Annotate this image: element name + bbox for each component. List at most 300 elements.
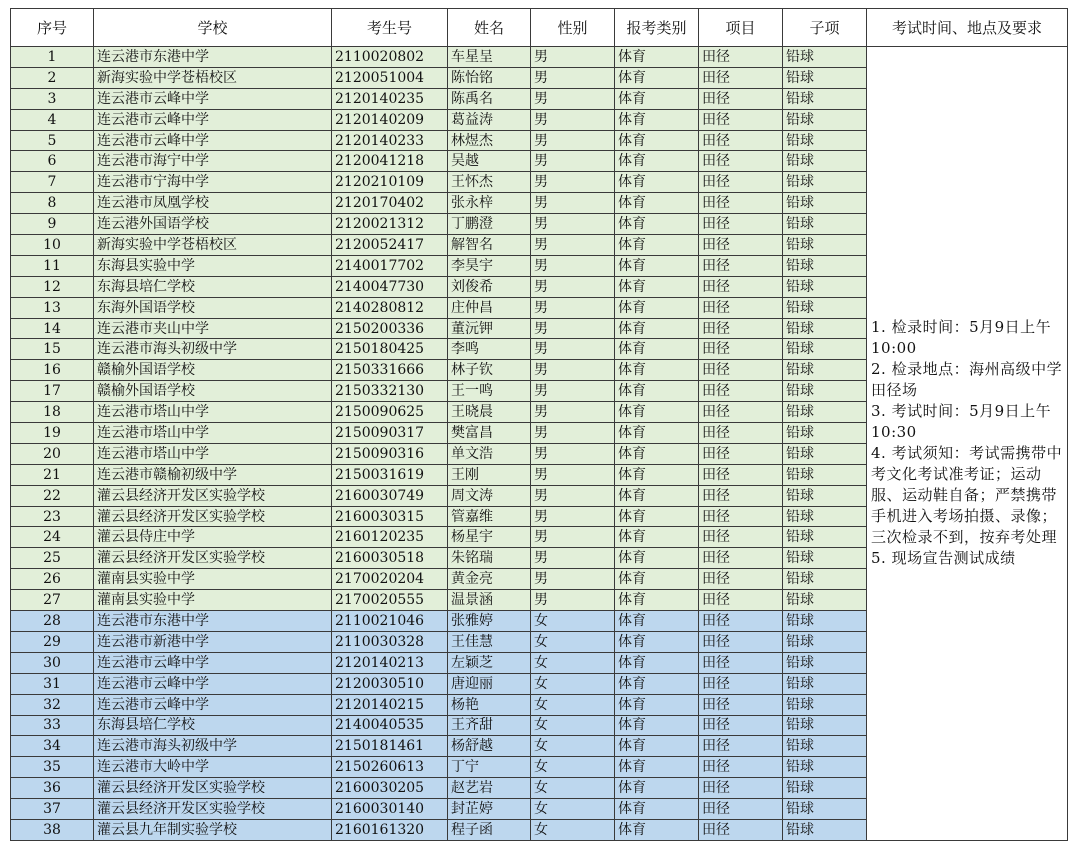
cell-subitem: 铅球 [783,778,867,799]
cell-name: 刘俊希 [448,276,531,297]
cell-exam-id: 2140280812 [332,297,448,318]
cell-item: 田径 [699,255,783,276]
cell-gender: 男 [531,548,615,569]
cell-item: 田径 [699,130,783,151]
cell-seq: 23 [11,506,94,527]
cell-seq: 34 [11,736,94,757]
cell-category: 体育 [615,151,699,172]
cell-gender: 女 [531,652,615,673]
cell-exam-id: 2160120235 [332,527,448,548]
cell-category: 体育 [615,548,699,569]
cell-exam-id: 2150260613 [332,757,448,778]
cell-exam-id: 2120052417 [332,235,448,256]
cell-gender: 女 [531,673,615,694]
cell-exam-id: 2120021312 [332,214,448,235]
cell-category: 体育 [615,715,699,736]
cell-name: 程子函 [448,819,531,840]
cell-item: 田径 [699,799,783,820]
header-exam-id: 考生号 [332,9,448,47]
cell-school: 连云港市海头初级中学 [94,339,332,360]
cell-name: 管嘉维 [448,506,531,527]
cell-item: 田径 [699,88,783,109]
cell-seq: 33 [11,715,94,736]
cell-gender: 女 [531,611,615,632]
cell-subitem: 铅球 [783,193,867,214]
cell-name: 左颖芝 [448,652,531,673]
cell-exam-id: 2110030328 [332,631,448,652]
cell-exam-id: 2150331666 [332,360,448,381]
cell-item: 田径 [699,590,783,611]
cell-gender: 男 [531,109,615,130]
cell-category: 体育 [615,423,699,444]
cell-name: 董沅钾 [448,318,531,339]
exam-roster-table [10,8,1068,841]
cell-item: 田径 [699,715,783,736]
cell-category: 体育 [615,757,699,778]
cell-category: 体育 [615,799,699,820]
cell-seq: 35 [11,757,94,778]
cell-school: 东海县培仁学校 [94,715,332,736]
cell-name: 李鸣 [448,339,531,360]
cell-category: 体育 [615,276,699,297]
cell-seq: 1 [11,47,94,68]
cell-school: 连云港市塔山中学 [94,423,332,444]
cell-subitem: 铅球 [783,611,867,632]
cell-category: 体育 [615,402,699,423]
exam-note-line: 4. 考试须知：考试需携带中考文化考试准考证；运动服、运动鞋自备；严禁携带手机进入考场拍摄、录像；三次检录不到，按弃考处理 [871,444,1063,547]
cell-seq: 20 [11,443,94,464]
cell-subitem: 铅球 [783,548,867,569]
cell-subitem: 铅球 [783,715,867,736]
cell-name: 周文涛 [448,485,531,506]
cell-name: 王一鸣 [448,381,531,402]
header-row [11,9,1068,47]
cell-name: 温景涵 [448,590,531,611]
cell-category: 体育 [615,172,699,193]
cell-school: 东海县培仁学校 [94,276,332,297]
cell-gender: 男 [531,297,615,318]
cell-item: 田径 [699,235,783,256]
cell-item: 田径 [699,757,783,778]
cell-exam-id: 2140047730 [332,276,448,297]
cell-subitem: 铅球 [783,485,867,506]
cell-school: 灌云县经济开发区实验学校 [94,548,332,569]
cell-name: 王晓晨 [448,402,531,423]
cell-seq: 32 [11,694,94,715]
cell-seq: 10 [11,235,94,256]
cell-gender: 女 [531,778,615,799]
cell-school: 连云港市新港中学 [94,631,332,652]
cell-category: 体育 [615,339,699,360]
cell-subitem: 铅球 [783,757,867,778]
cell-gender: 女 [531,819,615,840]
cell-school: 灌云县经济开发区实验学校 [94,506,332,527]
cell-name: 林煜杰 [448,130,531,151]
cell-category: 体育 [615,464,699,485]
cell-subitem: 铅球 [783,67,867,88]
cell-seq: 19 [11,423,94,444]
cell-category: 体育 [615,193,699,214]
cell-seq: 13 [11,297,94,318]
cell-name: 封芷婷 [448,799,531,820]
cell-school: 连云港市海宁中学 [94,151,332,172]
cell-name: 杨舒越 [448,736,531,757]
cell-seq: 12 [11,276,94,297]
cell-exam-id: 2150181461 [332,736,448,757]
cell-gender: 男 [531,276,615,297]
cell-category: 体育 [615,652,699,673]
cell-seq: 27 [11,590,94,611]
cell-item: 田径 [699,652,783,673]
cell-subitem: 铅球 [783,819,867,840]
cell-category: 体育 [615,506,699,527]
cell-item: 田径 [699,548,783,569]
cell-subitem: 铅球 [783,255,867,276]
cell-school: 连云港市凤凰学校 [94,193,332,214]
cell-subitem: 铅球 [783,527,867,548]
exam-notes [871,317,1063,569]
cell-category: 体育 [615,214,699,235]
cell-subitem: 铅球 [783,694,867,715]
cell-subitem: 铅球 [783,736,867,757]
cell-gender: 女 [531,694,615,715]
cell-school: 灌云县经济开发区实验学校 [94,778,332,799]
cell-subitem: 铅球 [783,631,867,652]
cell-subitem: 铅球 [783,569,867,590]
header-category: 报考类别 [615,9,699,47]
cell-item: 田径 [699,318,783,339]
cell-name: 葛益涛 [448,109,531,130]
cell-item: 田径 [699,67,783,88]
cell-item: 田径 [699,673,783,694]
cell-seq: 11 [11,255,94,276]
cell-gender: 男 [531,506,615,527]
cell-subitem: 铅球 [783,297,867,318]
cell-gender: 女 [531,715,615,736]
exam-note-line: 1. 检录时间：5月9日上午10:00 [871,318,1052,358]
cell-subitem: 铅球 [783,214,867,235]
cell-subitem: 铅球 [783,130,867,151]
cell-item: 田径 [699,485,783,506]
cell-school: 连云港市夹山中学 [94,318,332,339]
cell-gender: 男 [531,485,615,506]
cell-category: 体育 [615,694,699,715]
cell-school: 连云港市云峰中学 [94,88,332,109]
exam-notes-cell [867,47,1068,841]
cell-seq: 36 [11,778,94,799]
cell-gender: 男 [531,67,615,88]
cell-exam-id: 2160030315 [332,506,448,527]
cell-school: 连云港市云峰中学 [94,652,332,673]
cell-exam-id: 2120140213 [332,652,448,673]
cell-item: 田径 [699,506,783,527]
cell-category: 体育 [615,360,699,381]
cell-item: 田径 [699,47,783,68]
header-school: 学校 [94,9,332,47]
cell-gender: 男 [531,235,615,256]
exam-note-line: 3. 考试时间：5月9日上午10:30 [871,402,1052,442]
cell-gender: 男 [531,423,615,444]
exam-note-line: 5. 现场宣告测试成绩 [871,549,1016,568]
cell-exam-id: 2160161320 [332,819,448,840]
cell-name: 王佳慧 [448,631,531,652]
cell-item: 田径 [699,443,783,464]
cell-gender: 男 [531,318,615,339]
cell-exam-id: 2160030140 [332,799,448,820]
cell-item: 田径 [699,402,783,423]
cell-seq: 22 [11,485,94,506]
cell-gender: 男 [531,464,615,485]
cell-school: 赣榆外国语学校 [94,360,332,381]
cell-school: 连云港外国语学校 [94,214,332,235]
cell-subitem: 铅球 [783,652,867,673]
cell-school: 灌云县经济开发区实验学校 [94,799,332,820]
cell-gender: 女 [531,799,615,820]
cell-subitem: 铅球 [783,402,867,423]
cell-name: 丁宁 [448,757,531,778]
cell-subitem: 铅球 [783,47,867,68]
header-subitem: 子项 [783,9,867,47]
cell-category: 体育 [615,297,699,318]
cell-school: 连云港市东港中学 [94,47,332,68]
cell-category: 体育 [615,443,699,464]
cell-name: 车星呈 [448,47,531,68]
exam-note-line: 2. 检录地点：海州高级中学田径场 [871,360,1063,400]
cell-item: 田径 [699,778,783,799]
cell-seq: 25 [11,548,94,569]
cell-gender: 男 [531,47,615,68]
cell-item: 田径 [699,423,783,444]
cell-category: 体育 [615,381,699,402]
cell-seq: 6 [11,151,94,172]
cell-name: 唐迎丽 [448,673,531,694]
cell-name: 王怀杰 [448,172,531,193]
cell-exam-id: 2150090317 [332,423,448,444]
cell-category: 体育 [615,590,699,611]
cell-school: 连云港市云峰中学 [94,694,332,715]
cell-gender: 女 [531,631,615,652]
cell-exam-id: 2150090316 [332,443,448,464]
cell-gender: 男 [531,402,615,423]
cell-exam-id: 2170020555 [332,590,448,611]
cell-item: 田径 [699,381,783,402]
cell-gender: 女 [531,736,615,757]
cell-seq: 26 [11,569,94,590]
cell-category: 体育 [615,88,699,109]
cell-gender: 男 [531,381,615,402]
cell-school: 灌南县实验中学 [94,590,332,611]
cell-gender: 男 [531,443,615,464]
cell-school: 连云港市云峰中学 [94,673,332,694]
cell-category: 体育 [615,569,699,590]
cell-subitem: 铅球 [783,464,867,485]
cell-seq: 21 [11,464,94,485]
cell-exam-id: 2140017702 [332,255,448,276]
cell-name: 樊富昌 [448,423,531,444]
cell-gender: 男 [531,339,615,360]
cell-category: 体育 [615,109,699,130]
cell-item: 田径 [699,694,783,715]
cell-subitem: 铅球 [783,88,867,109]
cell-name: 王刚 [448,464,531,485]
cell-school: 赣榆外国语学校 [94,381,332,402]
cell-school: 连云港市云峰中学 [94,130,332,151]
cell-item: 田径 [699,214,783,235]
cell-school: 连云港市塔山中学 [94,402,332,423]
cell-name: 陈怡铭 [448,67,531,88]
cell-category: 体育 [615,47,699,68]
cell-exam-id: 2150090625 [332,402,448,423]
cell-seq: 15 [11,339,94,360]
cell-name: 丁鹏澄 [448,214,531,235]
cell-exam-id: 2120140233 [332,130,448,151]
cell-seq: 14 [11,318,94,339]
cell-seq: 31 [11,673,94,694]
cell-school: 新海实验中学苍梧校区 [94,235,332,256]
cell-item: 田径 [699,819,783,840]
cell-category: 体育 [615,611,699,632]
cell-subitem: 铅球 [783,381,867,402]
cell-category: 体育 [615,485,699,506]
cell-school: 连云港市东港中学 [94,611,332,632]
cell-subitem: 铅球 [783,443,867,464]
cell-subitem: 铅球 [783,360,867,381]
cell-exam-id: 2120051004 [332,67,448,88]
cell-category: 体育 [615,778,699,799]
cell-category: 体育 [615,819,699,840]
cell-school: 连云港市云峰中学 [94,109,332,130]
cell-exam-id: 2150332130 [332,381,448,402]
cell-exam-id: 2120041218 [332,151,448,172]
cell-subitem: 铅球 [783,235,867,256]
cell-subitem: 铅球 [783,799,867,820]
cell-name: 解智名 [448,235,531,256]
cell-subitem: 铅球 [783,151,867,172]
cell-exam-id: 2160030205 [332,778,448,799]
cell-exam-id: 2170020204 [332,569,448,590]
cell-name: 杨星宇 [448,527,531,548]
cell-exam-id: 2160030749 [332,485,448,506]
cell-exam-id: 2120030510 [332,673,448,694]
cell-school: 连云港市大岭中学 [94,757,332,778]
cell-gender: 男 [531,360,615,381]
cell-subitem: 铅球 [783,318,867,339]
cell-seq: 7 [11,172,94,193]
cell-item: 田径 [699,631,783,652]
cell-subitem: 铅球 [783,673,867,694]
cell-exam-id: 2120170402 [332,193,448,214]
cell-exam-id: 2120140209 [332,109,448,130]
cell-subitem: 铅球 [783,172,867,193]
header-gender: 性别 [531,9,615,47]
cell-seq: 28 [11,611,94,632]
cell-category: 体育 [615,527,699,548]
cell-category: 体育 [615,130,699,151]
cell-gender: 男 [531,569,615,590]
cell-name: 庄仲昌 [448,297,531,318]
cell-exam-id: 2160030518 [332,548,448,569]
cell-seq: 17 [11,381,94,402]
cell-item: 田径 [699,297,783,318]
cell-seq: 16 [11,360,94,381]
cell-school: 连云港市塔山中学 [94,443,332,464]
cell-name: 李昊宇 [448,255,531,276]
cell-name: 朱铭瑞 [448,548,531,569]
cell-seq: 29 [11,631,94,652]
cell-subitem: 铅球 [783,109,867,130]
cell-seq: 4 [11,109,94,130]
cell-gender: 男 [531,527,615,548]
cell-subitem: 铅球 [783,339,867,360]
cell-exam-id: 2140040535 [332,715,448,736]
cell-item: 田径 [699,151,783,172]
cell-school: 灌南县实验中学 [94,569,332,590]
cell-subitem: 铅球 [783,590,867,611]
cell-item: 田径 [699,276,783,297]
cell-seq: 9 [11,214,94,235]
cell-school: 连云港市宁海中学 [94,172,332,193]
cell-exam-id: 2110020802 [332,47,448,68]
cell-name: 王齐甜 [448,715,531,736]
cell-gender: 男 [531,151,615,172]
cell-exam-id: 2120210109 [332,172,448,193]
cell-seq: 5 [11,130,94,151]
cell-item: 田径 [699,569,783,590]
table-body [11,47,1068,841]
cell-seq: 18 [11,402,94,423]
cell-exam-id: 2120140215 [332,694,448,715]
cell-name: 陈禹名 [448,88,531,109]
cell-item: 田径 [699,464,783,485]
cell-item: 田径 [699,736,783,757]
cell-gender: 男 [531,214,615,235]
table-row [11,47,1068,68]
cell-name: 林子钦 [448,360,531,381]
cell-seq: 37 [11,799,94,820]
cell-gender: 男 [531,590,615,611]
header-name: 姓名 [448,9,531,47]
cell-seq: 30 [11,652,94,673]
cell-gender: 男 [531,193,615,214]
cell-seq: 3 [11,88,94,109]
cell-seq: 8 [11,193,94,214]
cell-school: 连云港市海头初级中学 [94,736,332,757]
cell-name: 吴越 [448,151,531,172]
cell-item: 田径 [699,360,783,381]
cell-exam-id: 2150031619 [332,464,448,485]
cell-category: 体育 [615,631,699,652]
cell-name: 单文浩 [448,443,531,464]
cell-exam-id: 2150200336 [332,318,448,339]
cell-school: 连云港市赣榆初级中学 [94,464,332,485]
cell-subitem: 铅球 [783,276,867,297]
cell-seq: 38 [11,819,94,840]
cell-name: 黄金亮 [448,569,531,590]
cell-school: 东海外国语学校 [94,297,332,318]
cell-category: 体育 [615,235,699,256]
cell-item: 田径 [699,172,783,193]
cell-category: 体育 [615,67,699,88]
cell-item: 田径 [699,193,783,214]
cell-subitem: 铅球 [783,506,867,527]
cell-exam-id: 2150180425 [332,339,448,360]
cell-item: 田径 [699,611,783,632]
header-seq: 序号 [11,9,94,47]
cell-seq: 24 [11,527,94,548]
cell-item: 田径 [699,339,783,360]
cell-seq: 2 [11,67,94,88]
cell-category: 体育 [615,255,699,276]
